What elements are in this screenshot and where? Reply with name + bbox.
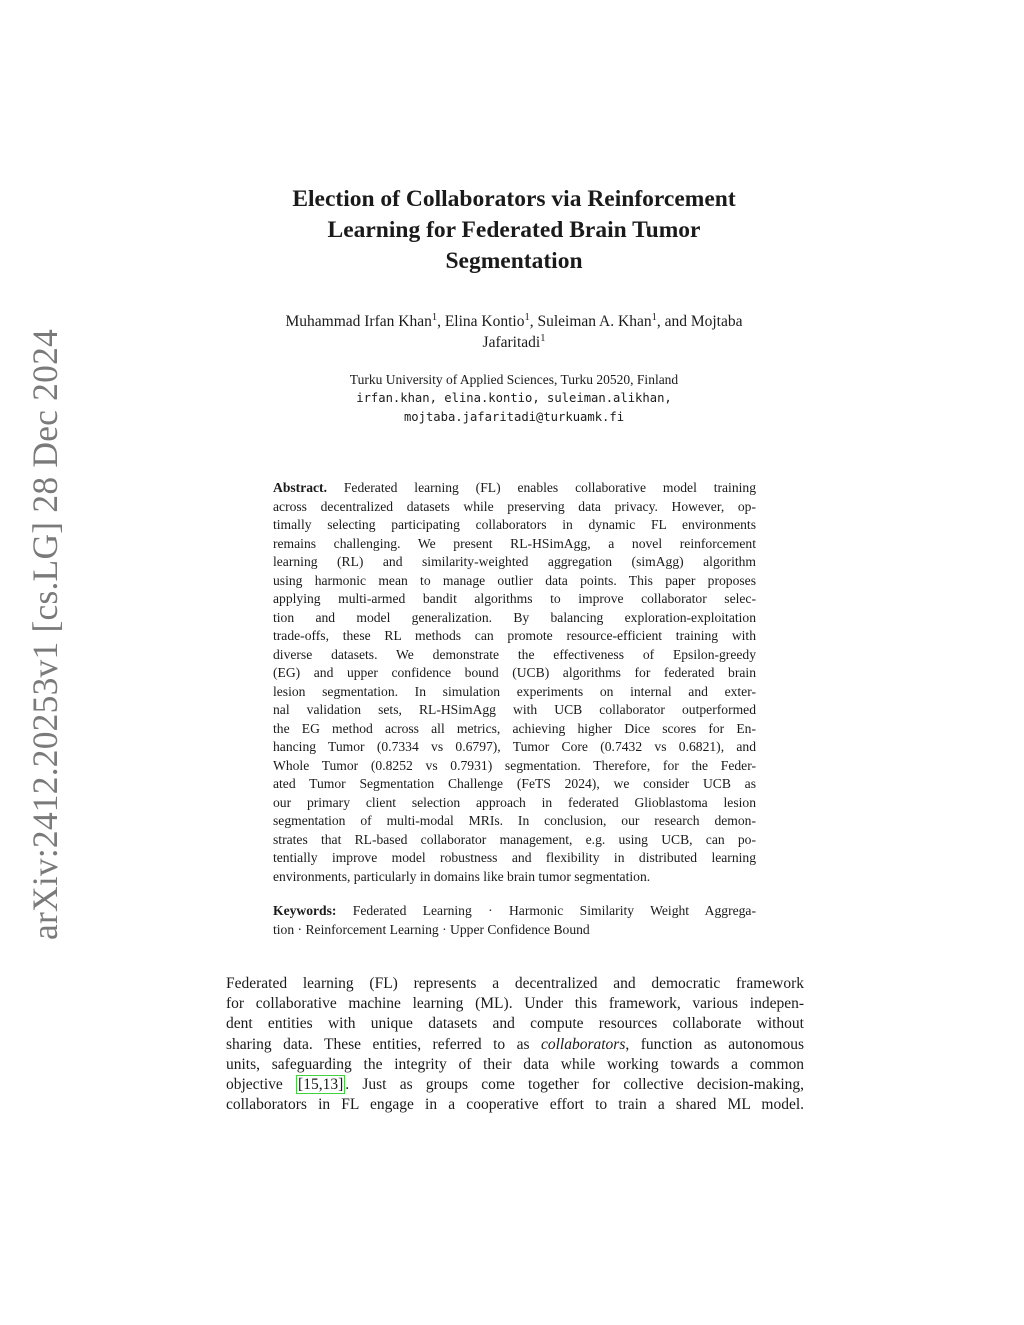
- body-line: sharing data. These entities, referred to as collaborators, function as autonomous: [226, 1035, 804, 1053]
- abstract-line: segmentation of multi-modal MRIs. In conclusion, our research demon-: [273, 813, 756, 828]
- keywords-line: tion · Reinforcement Learning · Upper Confidence Bound: [273, 921, 590, 937]
- author-list: [228, 311, 800, 353]
- body-line: for collaborative machine learning (ML). Under this framework, various indepen-: [226, 995, 804, 1013]
- body-line: dent entities with unique datasets and compute resources collaborate without: [226, 1015, 804, 1033]
- author-name: and Mojtaba: [664, 313, 743, 330]
- keywords-label: Keywords:: [273, 903, 337, 918]
- abstract-line: across decentralized datasets while preserving data privacy. However, op-: [273, 498, 756, 514]
- abstract-line: hancing Tumor (0.7334 vs 0.6797), Tumor Core (0.7432 vs 0.6821), and: [273, 739, 756, 754]
- abstract-line: nal validation sets, RL-HSimAgg with UCB collaborator outperformed: [273, 702, 756, 717]
- body-line: objective [15,13] . Just as groups come together for collective decision-making,: [226, 1075, 805, 1093]
- affiliation-mark: 1: [651, 312, 657, 323]
- body-line: units, safeguarding the integrity of their data while working towards a common: [226, 1055, 804, 1073]
- body-line: collaborators in FL engage in a cooperative effort to train a shared ML model.: [226, 1096, 804, 1114]
- abstract-line: Whole Tumor (0.8252 vs 0.7931) segmentation. Therefore, for the Feder-: [273, 757, 756, 773]
- abstract-line: strates that RL-based collaborator management, e.g. using UCB, can po-: [273, 831, 756, 847]
- abstract-line: (EG) and upper confidence bound (UCB) algorithms for federated brain: [273, 665, 756, 680]
- abstract-line: diverse datasets. We demonstrate the effectiveness of Epsilon-greedy: [273, 646, 756, 662]
- paper-title: [200, 184, 828, 277]
- abstract-line: our primary client selection approach in federated Glioblastoma lesion: [273, 794, 756, 810]
- author-line: [228, 332, 800, 353]
- abstract-line: tion and model generalization. By balancing exploration-exploitation: [273, 609, 756, 625]
- abstract-line: using harmonic mean to manage outlier data points. This paper proposes: [273, 572, 756, 588]
- abstract-line: timally selecting participating collaborators in dynamic FL environments: [273, 517, 756, 532]
- affiliation-block: [228, 370, 800, 427]
- author-name: Muhammad Irfan Khan: [285, 313, 432, 330]
- email-list: irfan.khan, elina.kontio, suleiman.alikhan,: [356, 391, 672, 405]
- body-line: Federated learning (FL) represents a decentralized and democratic framework: [226, 975, 804, 992]
- author-line: Muhammad Irfan Khan$^1$, Elina Kontio$^1$, Suleiman A. Khan$^1$, and Mojtaba: [285, 312, 743, 330]
- keywords-line: Keywords: Federated Learning · Harmonic Similarity Weight Aggrega-: [273, 903, 756, 918]
- abstract-label: Abstract.: [273, 480, 327, 495]
- affiliation-mark: 1: [524, 312, 530, 323]
- abstract-line: learning (RL) and similarity-weighted aggregation (simAgg) algorithm: [273, 554, 756, 569]
- title-line: Segmentation: [445, 248, 583, 274]
- abstract: [273, 479, 756, 886]
- abstract-line: ated Tumor Segmentation Challenge (FeTS 2024), we consider UCB as: [273, 776, 756, 791]
- abstract-line: trade-offs, these RL methods can promote resource-efficient training with: [273, 628, 756, 643]
- author-name: Suleiman A. Khan: [537, 313, 652, 330]
- abstract-line: environments, particularly in domains like brain tumor segmentation.: [273, 868, 651, 884]
- abstract-line: Abstract. Federated learning (FL) enables collaborative model training: [273, 480, 756, 495]
- title-line: Learning for Federated Brain Tumor: [327, 217, 701, 243]
- abstract-line: lesion segmentation. In simulation experiments on internal and exter-: [273, 683, 756, 699]
- institution: Turku University of Applied Sciences, Turku 20520, Finland: [349, 372, 679, 387]
- title-line: Election of Collaborators via Reinforcement: [292, 186, 736, 212]
- citation-link[interactable]: [15,13]: [298, 1075, 344, 1093]
- affiliation-mark: 1: [431, 312, 438, 323]
- email-list: mojtaba.jafaritadi@turkuamk.fi: [403, 410, 625, 424]
- emphasis-term: collaborators: [540, 1035, 626, 1053]
- keywords: [273, 902, 756, 939]
- abstract-line: remains challenging. We present RL-HSimAgg, a novel reinforcement: [273, 535, 756, 551]
- abstract-line: applying multi-armed bandit algorithms to improve collaborator selec-: [273, 591, 756, 606]
- author-name: Elina Kontio: [444, 313, 525, 330]
- abstract-line: the EG method across all metrics, achieving higher Dice scores for En-: [273, 720, 756, 736]
- arxiv-identifier-stamp: arXiv:2412.20253v1 [cs.LG] 28 Dec 2024: [25, 329, 65, 940]
- affiliation-mark: 1: [540, 333, 546, 344]
- author-name: Jafaritadi: [482, 334, 541, 351]
- introduction-paragraph: [226, 974, 804, 1115]
- abstract-line: tentially improve model robustness and flexibility in distributed learning: [273, 850, 756, 865]
